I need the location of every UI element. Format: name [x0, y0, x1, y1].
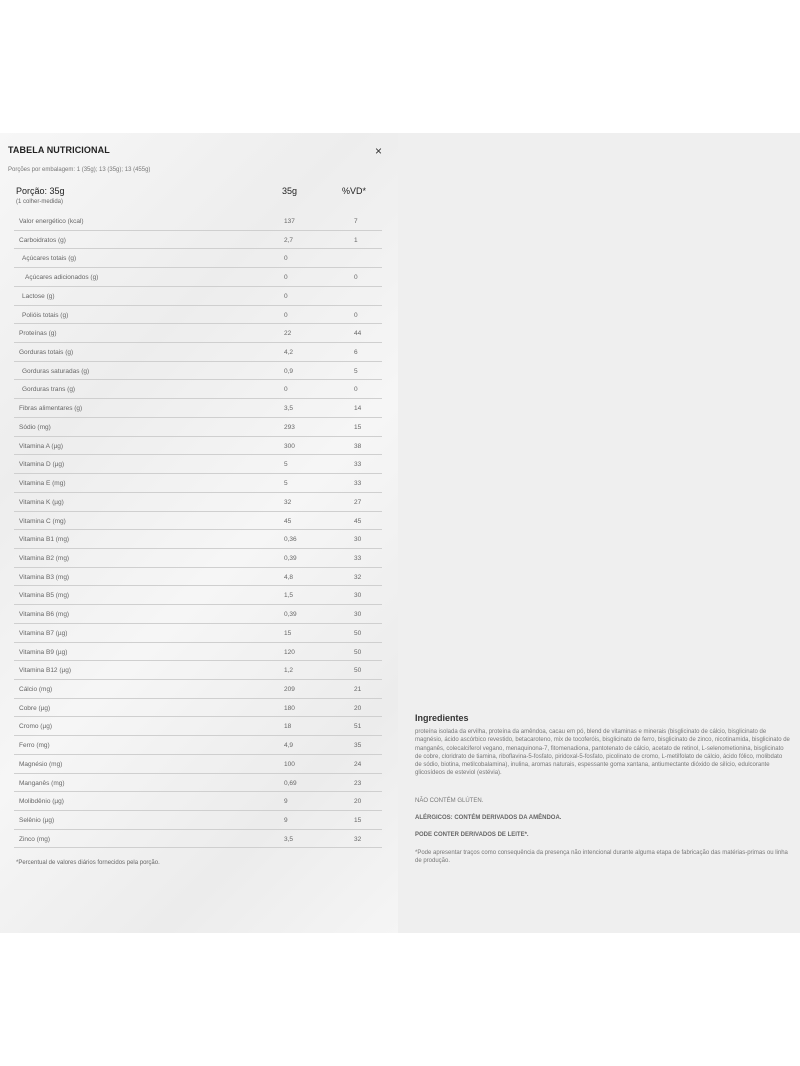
nutrient-label: Molibdênio (µg)	[19, 798, 64, 806]
nutrient-dv: 7	[354, 218, 358, 225]
nutrition-row	[14, 811, 382, 830]
nutrient-amount: 4,8	[284, 573, 294, 581]
nutrient-label: Ferro (mg)	[19, 742, 50, 750]
nutrition-row	[14, 493, 382, 512]
nutrition-row	[14, 792, 382, 811]
nutrient-amount: 0,36	[284, 536, 297, 544]
nutrient-dv: 27	[354, 498, 362, 506]
nutrient-dv: 50	[354, 667, 362, 675]
nutrient-dv: 50	[354, 629, 362, 637]
nutrition-row	[14, 306, 382, 325]
nutrient-label: Zinco (mg)	[19, 835, 51, 843]
nutrient-label: Proteínas (g)	[19, 330, 57, 338]
nutrient-label: Vitamina B2 (mg)	[19, 554, 70, 562]
nutrient-label: Valor energético (kcal)	[19, 218, 84, 225]
nutrient-amount: 15	[284, 629, 292, 637]
nutrient-label: Vitamina D (µg)	[19, 461, 65, 469]
nutrient-amount: 300	[284, 442, 295, 450]
nutrient-dv: 35	[354, 742, 362, 750]
nutrient-amount: 9	[284, 817, 288, 824]
nutrient-dv: 0	[354, 274, 358, 282]
nutrient-label: Açúcares adicionados (g)	[25, 274, 99, 282]
nutrient-label: Cobre (µg)	[19, 704, 51, 712]
nutrition-row	[14, 717, 382, 736]
table-footnote: *Percentual de valores diários fornecidos pela porção.	[16, 860, 160, 866]
nutrient-label: Magnésio (mg)	[19, 760, 63, 768]
nutrition-row	[14, 231, 382, 250]
nutrient-label: Carboidratos (g)	[19, 236, 66, 244]
nutrient-label: Vitamina B7 (µg)	[19, 629, 68, 637]
nutrient-dv: 45	[354, 517, 362, 525]
nutrient-amount: 2,7	[284, 236, 294, 244]
ingredients-text: proteína isolada da ervilha, proteína da amêndoa, cacau em pó, blend de vitaminas e minerais (bisglicinato de cálcio, bisglicinato de magnésio, ácido ascórbico revestido, betacaroteno, mix de tocoferóis, bisglicinato de ferro, bisglicinato de zinco, nicotinamida, bisglicinato de manganês, colecalciferol vegano, menaquinona-7, fitomenadiona, pantotenato de cálcio, acetato de retinol, L-selenometionina, bisglicinato de cobre, cloridrato de tiamina, riboflavina-5-fosfato, piridoxal-5-fosfato, picolinato de cromo, L-metilfolato de cálcio, ácido fólico, molibdato de sódio, biotina, metilcobalamina), inulina, aromas naturais, espessante goma xantana, antiumectante dióxido de silício, edulcorante glicosídeos de esteviol (estévia).	[415, 729, 790, 777]
nutrition-row	[14, 755, 382, 774]
nutrient-label: Manganês (mg)	[19, 779, 65, 787]
nutrient-amount: 22	[284, 330, 292, 338]
nutrient-label: Vitamina B6 (mg)	[19, 611, 70, 619]
nutrition-row	[14, 605, 382, 624]
nutrient-dv: 38	[354, 442, 362, 450]
nutrition-row	[14, 549, 382, 568]
nutrient-amount: 0,69	[284, 779, 297, 787]
nutrient-dv: 14	[354, 405, 362, 413]
nutrient-label: Vitamina K (µg)	[19, 498, 64, 506]
nutrient-label: Vitamina C (mg)	[19, 517, 66, 525]
gluten-statement: NÃO CONTÉM GLÚTEN.	[415, 798, 484, 804]
nutrient-amount: 4,2	[284, 349, 294, 357]
nutrient-label: Gorduras trans (g)	[22, 386, 76, 394]
nutrient-amount: 137	[284, 218, 295, 225]
nutrient-dv: 32	[354, 835, 362, 843]
nutrition-row	[14, 324, 382, 343]
nutrient-amount: 0	[284, 292, 288, 300]
nutrient-dv: 33	[354, 461, 362, 469]
nutrition-row	[14, 530, 382, 549]
nutrient-amount: 180	[284, 704, 295, 712]
nutrient-amount: 1,2	[284, 667, 294, 675]
panel-title: TABELA NUTRICIONAL	[8, 145, 110, 155]
nutrient-dv: 5	[354, 367, 358, 375]
nutrition-row	[14, 661, 382, 680]
nutrient-label: Cálcio (mg)	[19, 685, 53, 693]
nutrient-amount: 0,39	[284, 611, 297, 619]
nutrient-amount: 3,5	[284, 835, 294, 843]
nutrient-amount: 0	[284, 386, 288, 394]
portion-measure: (1 colher-medida)	[16, 199, 64, 205]
nutrient-dv: 30	[354, 592, 362, 600]
nutrient-dv: 0	[354, 311, 358, 319]
nutrient-amount: 4,9	[284, 742, 294, 750]
nutrient-dv: 21	[354, 685, 362, 693]
nutrient-label: Cromo (µg)	[19, 723, 52, 731]
nutrient-label: Vitamina A (µg)	[19, 442, 64, 450]
nutrient-dv: 51	[354, 723, 362, 731]
nutrition-row	[14, 418, 382, 437]
nutrition-row	[14, 624, 382, 643]
nutrient-label: Vitamina B12 (µg)	[19, 667, 72, 675]
servings-per-package: Porções por embalagem: 1 (35g); 13 (35g); 13 (455g)	[8, 167, 151, 173]
nutrition-row	[14, 437, 382, 456]
nutrient-amount: 293	[284, 423, 295, 431]
nutrient-amount: 5	[284, 461, 288, 469]
nutrient-dv: 24	[354, 760, 362, 768]
nutrient-dv: 15	[354, 423, 362, 431]
nutrient-dv: 32	[354, 573, 362, 581]
allergen-statement: ALÉRGICOS: CONTÉM DERIVADOS DA AMÊNDOA.	[415, 815, 562, 821]
nutrition-row	[14, 474, 382, 493]
nutrition-row	[14, 399, 382, 418]
nutrient-amount: 32	[284, 498, 292, 506]
nutrient-label: Gorduras saturadas (g)	[22, 367, 90, 375]
nutrient-dv: 20	[354, 798, 362, 806]
dv-column-header: %VD*	[342, 186, 367, 196]
portion-label: Porção: 35g	[16, 186, 65, 196]
nutrition-row	[14, 343, 382, 362]
nutrition-row	[14, 362, 382, 381]
nutrient-label: Vitamina B5 (mg)	[19, 592, 70, 600]
nutrition-row	[14, 568, 382, 587]
nutrient-amount: 5	[284, 480, 288, 488]
amount-column-header: 35g	[282, 186, 298, 196]
nutrient-amount: 0	[284, 311, 288, 319]
nutrition-row	[14, 380, 382, 399]
nutrient-dv: 0	[354, 386, 358, 394]
nutrient-amount: 9	[284, 798, 288, 806]
nutrition-row	[14, 268, 382, 287]
nutrient-label: Açúcares totais (g)	[22, 255, 77, 263]
nutrient-dv: 1	[354, 236, 358, 244]
nutrition-row	[14, 680, 382, 699]
nutrient-label: Vitamina B3 (mg)	[19, 573, 70, 581]
nutrient-dv: 6	[354, 349, 358, 357]
nutrient-dv: 30	[354, 536, 362, 544]
nutrient-amount: 0	[284, 255, 288, 263]
nutrient-label: Lactose (g)	[22, 292, 55, 300]
nutrient-label: Selênio (µg)	[19, 817, 55, 824]
nutrition-row	[14, 586, 382, 605]
nutrition-row	[14, 830, 382, 849]
nutrient-amount: 120	[284, 648, 295, 656]
nutrient-amount: 0,39	[284, 554, 297, 562]
nutrient-dv: 33	[354, 554, 362, 562]
close-icon[interactable]: ×	[375, 144, 383, 158]
nutrient-label: Sódio (mg)	[19, 423, 51, 431]
nutrient-dv: 15	[354, 817, 362, 824]
nutrition-panel	[0, 133, 800, 933]
nutrient-label: Gorduras totais (g)	[19, 349, 74, 357]
nutrient-dv: 50	[354, 648, 362, 656]
nutrient-amount: 18	[284, 723, 292, 731]
nutrient-label: Fibras alimentares (g)	[19, 405, 83, 413]
nutrient-label: Vitamina B1 (mg)	[19, 536, 70, 544]
trace-note: *Pode apresentar traços como consequência da presença não intencional durante alguma etapa de fabricação das matérias-primas ou linha de produção.	[415, 850, 788, 865]
nutrition-row	[14, 736, 382, 755]
nutrient-amount: 1,5	[284, 592, 294, 600]
nutrient-dv: 20	[354, 704, 362, 712]
nutrient-amount: 0,9	[284, 367, 294, 375]
nutrition-row	[14, 455, 382, 474]
nutrient-label: Vitamina E (mg)	[19, 480, 66, 488]
nutrient-dv: 33	[354, 480, 362, 488]
milk-statement: PODE CONTER DERIVADOS DE LEITE*.	[415, 832, 529, 838]
nutrient-amount: 45	[284, 517, 292, 525]
nutrition-row	[14, 287, 382, 306]
nutrition-row	[14, 249, 382, 268]
nutrient-label: Vitamina B9 (µg)	[19, 648, 68, 656]
nutrient-amount: 3,5	[284, 405, 294, 413]
nutrition-row	[14, 643, 382, 662]
nutrition-row	[14, 212, 382, 231]
nutrient-dv: 44	[354, 330, 362, 338]
nutrition-row	[14, 699, 382, 718]
nutrient-amount: 100	[284, 760, 295, 768]
ingredients-section	[398, 133, 800, 933]
ingredients-title: Ingredientes	[415, 713, 469, 723]
nutrition-row	[14, 512, 382, 531]
nutrient-amount: 209	[284, 685, 295, 693]
nutrient-amount: 0	[284, 274, 288, 282]
nutrient-label: Polióis totais (g)	[22, 311, 69, 319]
nutrient-dv: 23	[354, 779, 362, 787]
nutrient-dv: 30	[354, 611, 362, 619]
nutrition-rows	[14, 212, 382, 848]
nutrition-row	[14, 774, 382, 793]
nutrition-table-section	[0, 133, 398, 933]
